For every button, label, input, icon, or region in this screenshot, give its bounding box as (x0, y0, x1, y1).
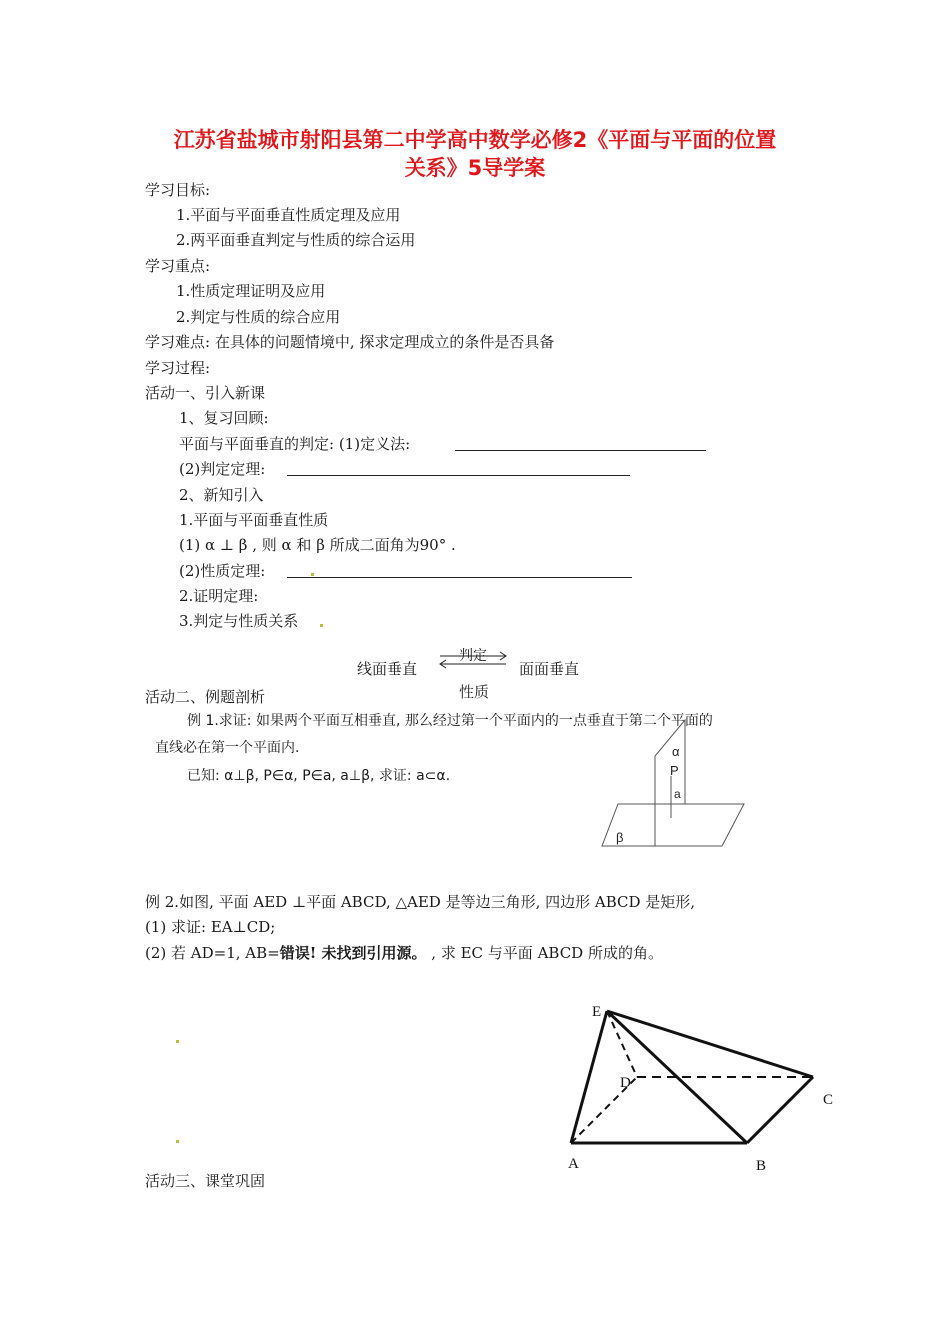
relation-top-label: 判定 (459, 648, 487, 664)
fig1-alpha-label: α (672, 744, 680, 759)
marker-dot (311, 573, 314, 576)
prove-heading: 2.证明定理: (179, 587, 259, 605)
page-title-line1: 江苏省盐城市射阳县第二中学高中数学必修2《平面与平面的位置 (173, 128, 777, 152)
fig2-vertex-b-label: B (756, 1158, 767, 1174)
marker-dot (176, 1040, 179, 1043)
fig1-point-p-label: P (670, 763, 679, 778)
relation-heading: 3.判定与性质关系 (179, 612, 299, 630)
activity2-heading: 活动二、例题剖析 (145, 688, 266, 706)
property-theorem-label: (2)性质定理: (179, 562, 266, 580)
new-intro-heading: 2、新知引入 (179, 486, 264, 504)
relation-right-label: 面面垂直 (519, 660, 580, 678)
fig2-vertex-e-label: E (592, 1004, 602, 1020)
relation-arrows (436, 650, 512, 674)
key-point-item: 1.性质定理证明及应用 (176, 282, 326, 300)
judge-definition-label: 平面与平面垂直的判定: (1)定义法: (179, 435, 411, 453)
property-item-1: (1) α ⊥ β , 则 α 和 β 所成二面角为90° . (179, 536, 456, 554)
fig1-line-a-label: a (674, 787, 681, 801)
fig2-vertex-a-label: A (568, 1156, 579, 1172)
difficulty-text: 学习难点: 在具体的问题情境中, 探求定理成立的条件是否具备 (145, 333, 555, 351)
relation-bottom-label: 性质 (459, 683, 490, 701)
fig2-vertex-d-label: D (620, 1075, 631, 1091)
process-heading: 学习过程: (145, 359, 211, 377)
fig2-vertex-c-label: C (823, 1092, 834, 1108)
example1-line1: 例 1.求证: 如果两个平面互相垂直, 那么经过第一个平面内的一点垂直于第二个平面的 (187, 713, 713, 729)
example2-question2-start: (2) 若 AD=1, AB= (145, 944, 280, 962)
pyramid-figure (560, 1000, 850, 1180)
blank-line (287, 475, 630, 476)
activity1-heading: 活动一、引入新课 (145, 384, 266, 402)
review-heading: 1、复习回顾: (179, 409, 269, 427)
marker-dot (176, 1140, 179, 1143)
example1-line2: 直线必在第一个平面内. (155, 740, 300, 756)
example2-question2-end: , 求 EC 与平面 ABCD 所成的角。 (426, 944, 663, 962)
fig1-beta-label: β (616, 830, 624, 845)
marker-dot (320, 624, 323, 627)
activity3-heading: 活动三、课堂巩固 (145, 1172, 266, 1190)
property-title: 1.平面与平面垂直性质 (179, 511, 329, 529)
blank-line (455, 450, 706, 451)
page-title-line2: 关系》5导学案 (404, 156, 546, 180)
example2-question1: (1) 求证: EA⊥CD; (145, 918, 276, 936)
relation-left-label: 线面垂直 (357, 660, 418, 678)
example1-given: 已知: α⊥β, P∈α, P∈a, a⊥β, 求证: a⊂α. (187, 768, 451, 784)
key-point-item: 2.判定与性质的综合应用 (176, 308, 341, 326)
key-points-heading: 学习重点: (145, 257, 211, 275)
objectives-heading: 学习目标: (145, 181, 211, 199)
blank-line (287, 577, 632, 578)
example2-question2 (145, 944, 663, 962)
objective-item: 2.两平面垂直判定与性质的综合运用 (176, 231, 416, 249)
judge-theorem-label: (2)判定定理: (179, 460, 266, 478)
objective-item: 1.平面与平面垂直性质定理及应用 (176, 206, 401, 224)
reference-error-text: 错误! 未找到引用源。 (279, 944, 427, 962)
example2-line1: 例 2.如图, 平面 AED ⊥平面 ABCD, △AED 是等边三角形, 四边形 ABCD 是矩形, (145, 893, 696, 911)
perpendicular-planes-figure (598, 718, 748, 854)
